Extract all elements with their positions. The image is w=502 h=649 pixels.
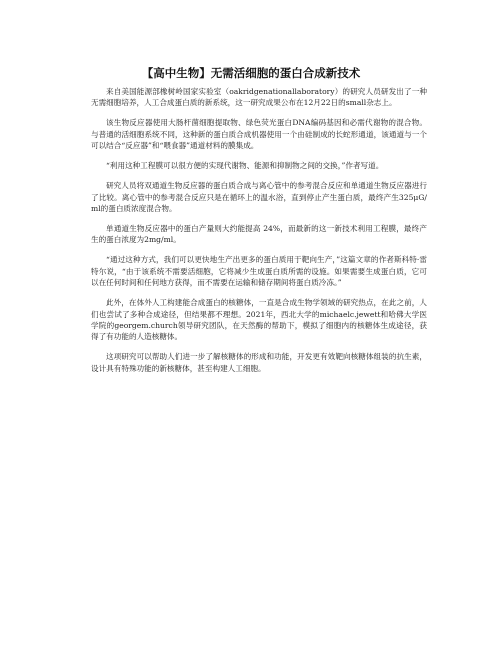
paragraph: 此外，在体外人工构建能合成蛋白的核糖体，一直是合成生物学领域的研究热点，在此之前，人们也尝试了多种合成途径，但结果都不理想。2021年，西北大学的michaelc.jewett和哈佛大学医学院的georgem.church领导研究团队，在天然酶的帮助下，模拟了细胞内的核糖体生成途径，获得了有功能的人造核糖体。 bbox=[91, 298, 427, 342]
paragraph: 该生物反应器使用大肠杆菌细胞提取物、绿色荧光蛋白DNA编码基因和必需代谢物的混合物。与普通的活细胞系统不同，这种新的蛋白质合成机器使用一个由硅制成的长蛇形通道，该通道与一个可以结合“反应器”和“喂食器”通道材料的膜集成。 bbox=[91, 118, 427, 151]
paragraph: 研究人员将双通道生物反应器的蛋白质合成与离心管中的参考混合反应和单通道生物反应器进行了比较。离心管中的参考混合反应只是在循环上的温水浴，直到停止产生蛋白质，最终产生325μG/ml的蛋白质浓度混合物。 bbox=[91, 181, 427, 214]
paragraph: 单通道生物反应器中的蛋白产量则大约能提高 24%，而最新的这一新技术利用工程膜，最终产生的蛋白浓度为2mg/ml。 bbox=[91, 224, 427, 245]
paragraph: 来自美国能源部橡树岭国家实验室（oakridgenationallaboratory）的研究人员研发出了一种无需细胞培养，人工合成蛋白质的新系统，这一研究成果公布在12月22日的small杂志上。 bbox=[91, 87, 427, 108]
document-body bbox=[91, 86, 427, 374]
paragraph: “通过这种方式，我们可以更快地生产出更多的蛋白质用于靶向生产，”这篇文章的作者斯科特·雷特尔说，“由于该系统不需要活细胞，它将减少生成蛋白质所需的设施。如果需要生成蛋白质，它可以在任何时间和任何地方获得，而不需要在运输和储存期间将蛋白质冷冻。” bbox=[91, 255, 427, 288]
paragraph: “利用这种工程膜可以很方便的实现代谢物、能源和抑制物之间的交换，”作者写道。 bbox=[106, 161, 384, 171]
paragraph: 这项研究可以帮助人们进一步了解核糖体的形成和功能，开发更有效靶向核糖体组装的抗生素，设计具有特殊功能的新核糖体，甚至构建人工细胞。 bbox=[91, 352, 427, 373]
document-title: 【高中生物】无需活细胞的蛋白合成新技术 bbox=[141, 66, 361, 80]
